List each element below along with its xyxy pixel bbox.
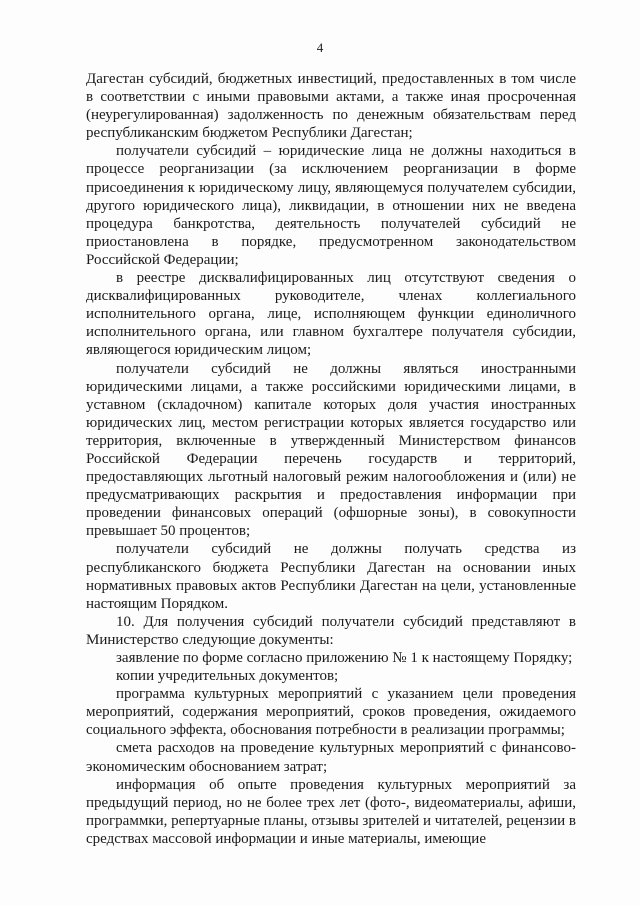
paragraph-disqualified-registry: в реестре дисквалифицированных лиц отсутствуют сведения о дисквалифицированных руководителе, членах коллегиального исполнительного органа, лице, исполняющем функции единоличного исполнительного органа, или главном бухгалтере получателя субсидии, являющегося юридическим лицом; <box>86 270 576 359</box>
paragraph-foreign-entities: получатели субсидий не должны являться иностранными юридическими лицами, а также российскими юридическими лицами, в уставном (складочном) капитале которых доля участия иностранных юридических лиц, местом регистрации которых является государство или территория, включенные в утвержденный Министерством финансов Российской Федерации перечень государств и территорий, предоставляющих льготный налоговый режим налогообложения и (или) не предусматривающих раскрытия и предоставления информации при проведении финансовых операций (офшорные зоны), в совокупности превышает 50 процентов; <box>86 360 576 540</box>
paragraph-experience-info: информация об опыте проведения культурных мероприятий за предыдущий период, но не более трех лет (фото-, видеоматериалы, афиши, программки, репертуарные планы, отзывы зрителей и читателей, рецензии в средствах массовой информации и иные материалы, имеющие <box>86 776 576 847</box>
paragraph-item-10: 10. Для получения субсидий получатели субсидий представляют в Министерство следующие документы: <box>86 613 576 648</box>
page-number: 4 <box>316 40 324 55</box>
paragraph-continuation: Дагестан субсидий, бюджетных инвестиций, предоставленных в том числе в соответствии с иными правовыми актами, а также иная просроченная (неурегулированная) задолженность по денежным обязательствам перед республиканским бюджетом Республики Дагестан; <box>86 71 576 142</box>
paragraph-reorganization: получатели субсидий – юридические лица не должны находиться в процессе реорганизации (за исключением реорганизации в форме присоединения к юридическому лицу, являющемуся получателем субсидии, другого юридического лица), ликвидации, в отношении них не введена процедура банкротства, деятельность получателей субсидий не приостановлена в порядке, предусмотренном законодательством Российской Федерации; <box>86 143 576 268</box>
paragraph-program: программа культурных мероприятий с указанием цели проведения мероприятий, содержания мероприятий, сроков проведения, ожидаемого социального эффекта, обоснования потребности в реализации программы; <box>86 686 576 739</box>
paragraph-application: заявление по форме согласно приложению № 1 к настоящему Порядку; <box>116 650 573 666</box>
paragraph-no-other-funding: получатели субсидий не должны получать средства из республиканского бюджета Республики Дагестан на основании иных нормативных правовых актов Республики Дагестан на цели, установленные настоящим Порядком. <box>86 541 576 612</box>
document-body <box>86 70 576 848</box>
paragraph-founding-docs: копии учредительных документов; <box>116 668 339 685</box>
paragraph-cost-estimate: смета расходов на проведение культурных мероприятий с финансово-экономическим обоснованием затрат; <box>86 740 576 775</box>
